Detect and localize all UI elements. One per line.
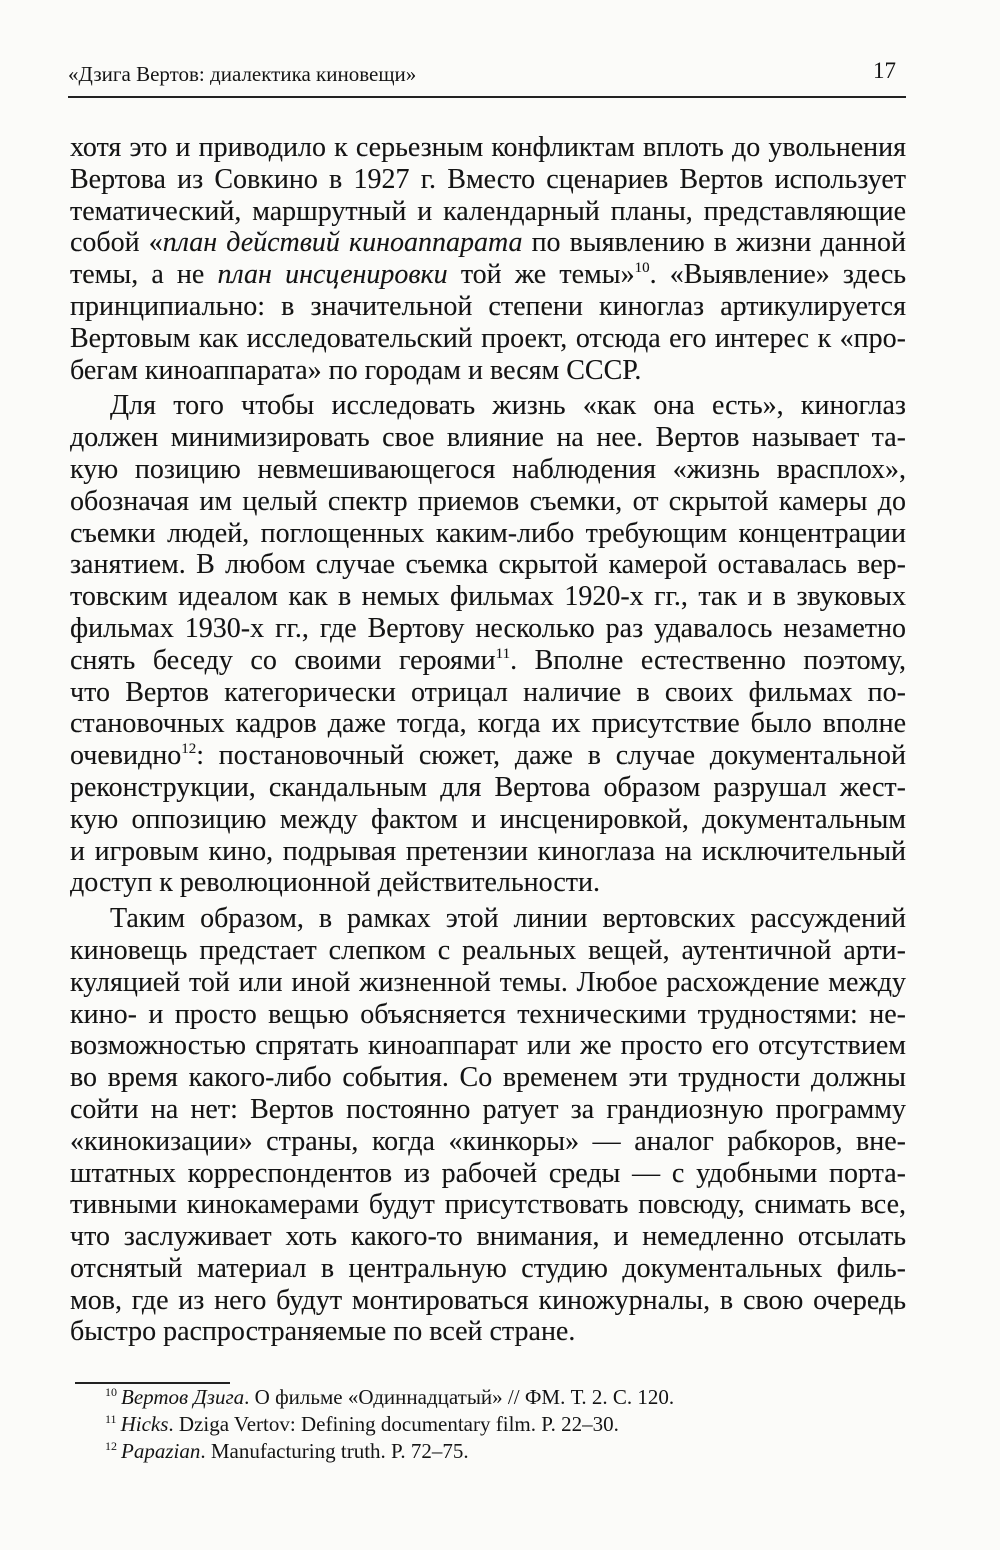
text-line	[70, 772, 906, 804]
footnote-number: 12	[105, 1439, 117, 1453]
text-span: фильмах 1930-х гг., где Вертову несколько раз удавалось незаметно	[70, 612, 906, 644]
paragraph	[70, 903, 906, 1348]
footnote-number: 11	[105, 1412, 117, 1426]
footnote-text: . Dziga Vertov: Defining documentary film. P. 22–30.	[168, 1412, 619, 1436]
running-title: «Дзига Вертов: диалектика киновещи»	[68, 62, 417, 86]
text-span: должен минимизировать свое влияние на нее. Вертов называет та-	[70, 422, 906, 454]
text-line	[70, 613, 906, 645]
text-line	[70, 291, 906, 323]
text-span: снять беседу со своими героями	[70, 644, 496, 676]
footnote-ref: 12	[181, 741, 197, 758]
text-span: мов, где из него будут монтироваться киножурналы, в свою очередь	[70, 1284, 906, 1316]
text-span: «кинокизации» страны, когда «кинкоры» — аналог рабкоров, вне-	[70, 1125, 906, 1157]
text-span: тематический, маршрутный и календарный планы, представляющие	[70, 195, 906, 227]
text-line	[70, 1094, 906, 1126]
text-line	[70, 196, 906, 228]
footnote-author: Papazian	[121, 1439, 201, 1463]
text-span: сойти на нет: Вертов постоянно ратует за грандиозную программу	[70, 1093, 906, 1125]
text-span: штатных корреспондентов из рабочей среды — с удобными порта-	[70, 1157, 906, 1189]
text-span: темы, а не	[70, 259, 218, 291]
text-span: хотя это и приводило к серьезным конфликтам вплоть до увольнения	[70, 132, 906, 163]
text-line	[70, 422, 906, 454]
text-line	[70, 132, 906, 164]
text-span: съемки людей, поглощенных каким-либо требующим концентрации	[70, 517, 906, 549]
text-span: . Вполне естественно поэтому,	[510, 644, 906, 676]
text-line	[70, 935, 906, 967]
paragraph	[70, 132, 906, 386]
text-line	[70, 677, 906, 709]
text-line	[70, 1062, 906, 1094]
text-line	[70, 454, 906, 486]
page-number: 17	[873, 58, 896, 83]
text-span: киновещь предстает слепком с реальных вещей, аутентичной арти-	[70, 934, 906, 966]
text-span: Вертова из Совкино в 1927 г. Вместо сценариев Вертов использует	[70, 163, 906, 195]
text-span: Таким образом, в рамках этой линии вертовских рассуждений	[110, 903, 906, 935]
footnote-author: Вертов Дзига	[121, 1385, 245, 1409]
footnote-number: 10	[105, 1385, 117, 1399]
text-line	[70, 1221, 906, 1253]
text-line	[70, 804, 906, 836]
text-line	[70, 1285, 906, 1317]
text-span: товским идеалом как в немых фильмах 1920-х гг., так и в звуковых	[70, 581, 906, 613]
text-line	[70, 1158, 906, 1190]
text-span: Для того чтобы исследовать жизнь «как она есть», киноглаз	[110, 390, 906, 422]
text-span: собой «	[70, 227, 163, 259]
text-line	[70, 1189, 906, 1221]
text-span: отснятый материал в центральную студию документальных филь-	[70, 1252, 906, 1284]
text-line	[70, 1030, 906, 1062]
text-line	[70, 967, 906, 999]
footnote-text: . О фильме «Одиннадцатый» // ФМ. Т. 2. С. 120.	[244, 1385, 675, 1409]
text-line	[70, 903, 906, 935]
text-span: что заслуживает хоть какого-то внимания, и немедленно отсылать	[70, 1221, 906, 1253]
text-line	[70, 518, 906, 550]
text-line	[70, 581, 906, 613]
text-line	[70, 549, 906, 581]
text-line	[70, 867, 906, 899]
text-line	[70, 259, 906, 291]
text-line	[70, 708, 906, 740]
text-span: бегам киноаппарата» по городам и весям СССР.	[70, 354, 642, 386]
italic-text: план действий киноаппарата	[162, 227, 523, 259]
text-span: реконструкции, скандальным для Вертова образом разрушал жест-	[70, 771, 906, 803]
text-span: быстро распространяемые по всей стране.	[70, 1316, 576, 1348]
text-line	[70, 355, 906, 387]
text-line	[70, 390, 906, 422]
body-text	[70, 132, 906, 1352]
text-line	[70, 645, 906, 677]
footnote	[105, 1384, 674, 1411]
text-line	[70, 323, 906, 355]
text-span: той же темы»	[447, 259, 635, 291]
footnote	[105, 1438, 674, 1465]
text-line	[70, 486, 906, 518]
text-line	[70, 1253, 906, 1285]
text-span: : постановочный сюжет, даже в случае документальной	[196, 740, 906, 772]
footnote-text: . Manufacturing truth. P. 72–75.	[200, 1439, 469, 1463]
text-span: принципиально: в значительной степени киноглаз артикулируется	[70, 290, 906, 322]
paragraph	[70, 390, 906, 899]
footnotes	[105, 1384, 674, 1465]
text-span: и игровым кино, подрывая претензии киноглаза на исключительный	[70, 835, 906, 867]
text-span: по выявлению в жизни данной	[522, 227, 906, 259]
running-header	[68, 58, 906, 98]
text-span: куляцией той или иной жизненной темы. Любое расхождение между	[70, 966, 906, 998]
footnote-ref: 10	[634, 260, 650, 277]
text-span: во время какого-либо события. Со временем эти трудности должны	[70, 1062, 906, 1094]
text-line	[70, 164, 906, 196]
text-span: занятием. В любом случае съемка скрытой камерой оставалась вер-	[70, 549, 906, 581]
text-span: кую оппозицию между фактом и инсценировкой, документальным	[70, 803, 906, 835]
text-span: . «Выявление» здесь	[649, 259, 907, 291]
text-span: становочных кадров даже тогда, когда их присутствие было вполне	[70, 708, 906, 740]
text-line	[70, 740, 906, 772]
text-line	[70, 227, 906, 259]
text-span: очевидно	[70, 740, 182, 772]
text-span: что Вертов категорически отрицал наличие в своих фильмах по-	[70, 676, 906, 708]
text-span: обозначая им целый спектр приемов съемки, от скрытой камеры до	[70, 485, 906, 517]
text-span: кую позицию невмешивающегося наблюдения «жизнь врасплох»,	[70, 453, 906, 485]
text-span: тивными кинокамерами будут присутствовать повсюду, снимать все,	[70, 1189, 906, 1221]
text-line	[70, 999, 906, 1031]
text-span: кино- и просто вещью объясняется техническими трудностями: не-	[70, 998, 906, 1030]
footnote	[105, 1411, 674, 1438]
text-span: возможностью спрятать киноаппарат или же просто его отсутствием	[70, 1030, 906, 1062]
text-span: Вертовым как исследовательский проект, отсюда его интерес к «про-	[70, 322, 906, 354]
text-line	[70, 1316, 906, 1348]
text-span: доступ к революционной действительности.	[70, 867, 600, 899]
footnote-author: Hicks	[120, 1412, 169, 1436]
text-line	[70, 1126, 906, 1158]
text-line	[70, 836, 906, 868]
footnote-ref: 11	[495, 645, 511, 662]
italic-text: план инсценировки	[217, 259, 448, 291]
